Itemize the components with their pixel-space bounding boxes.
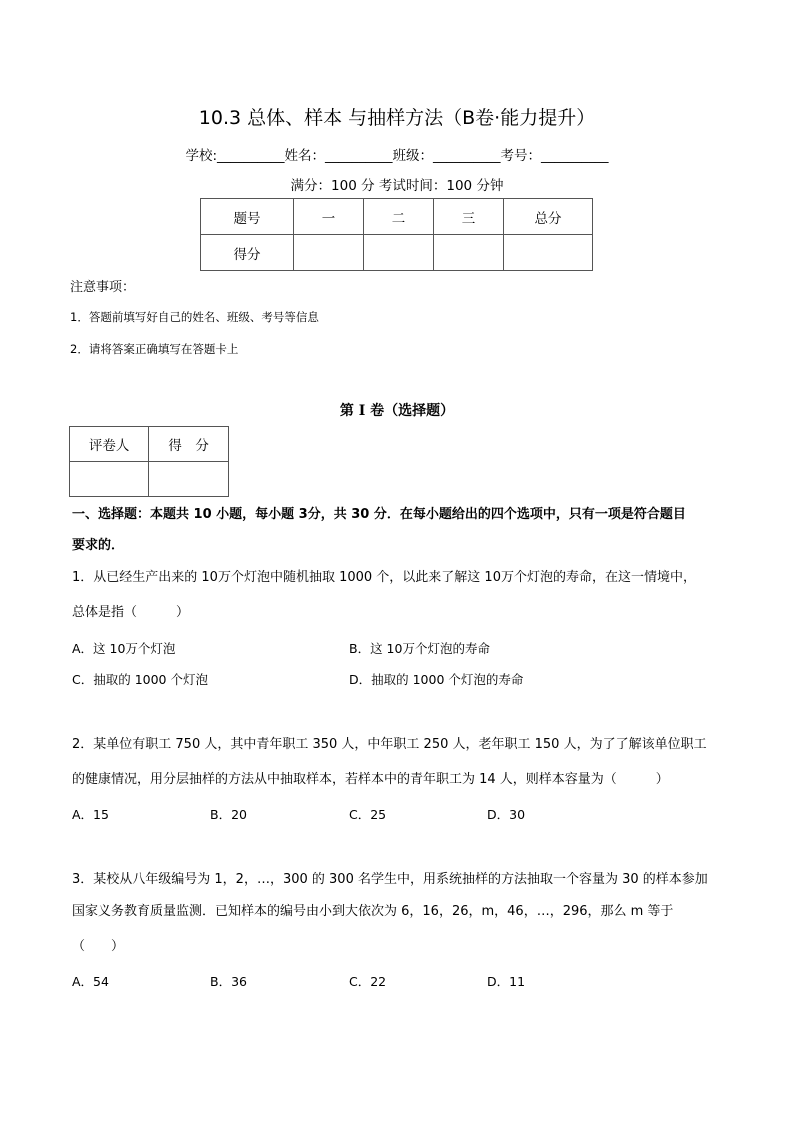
score-row-label: 得分 [201, 235, 294, 271]
score-table-header-row [201, 199, 593, 235]
note-item: 2．请将答案正确填写在答题卡上 [70, 342, 239, 356]
score-header-cell: 三 [434, 199, 504, 235]
score-header-cell: 题号 [201, 199, 294, 235]
score-cell[interactable] [434, 235, 504, 271]
question-2-option-d[interactable]: D．30 [487, 807, 526, 822]
grader-header-cell: 评卷人 [70, 427, 149, 462]
question-3-text-cont: 国家义务教育质量监测．已知样本的编号由小到大依次为 6，16，26，m，46，…，296，那么 m 等于 [72, 904, 674, 919]
question-2-option-a[interactable]: A．15 [72, 807, 109, 822]
section-heading: 一、选择题：本题共 10 小题，每小题 3分，共 30 分．在每小题给出的四个选项中，只有一项是符合题目 [72, 507, 686, 522]
question-1-option-b[interactable]: B．这 10万个灯泡的寿命 [349, 641, 490, 656]
page-title: 10.3 总体、样本 与抽样方法（B卷·能力提升） [198, 107, 596, 129]
question-1-option-c[interactable]: C．抽取的 1000 个灯泡 [72, 672, 208, 687]
score-meta: 满分：100 分 考试时间：100 分钟 [290, 178, 504, 194]
note-item: 1．答题前填写好自己的姓名、班级、考号等信息 [70, 310, 319, 324]
grader-header-cell: 得 分 [149, 427, 229, 462]
score-cell[interactable] [504, 235, 593, 271]
section-heading-cont: 要求的． [72, 538, 125, 553]
question-1-option-d[interactable]: D．抽取的 1000 个灯泡的寿命 [349, 672, 524, 687]
score-table-row [201, 235, 593, 271]
score-cell[interactable] [294, 235, 364, 271]
grader-cell[interactable] [70, 462, 149, 497]
question-3-option-a[interactable]: A．54 [72, 974, 109, 989]
volume-title: 第 I 卷（选择题） [339, 403, 455, 419]
score-header-cell: 二 [364, 199, 434, 235]
question-2-option-b[interactable]: B．20 [210, 807, 247, 822]
score-table [200, 198, 593, 271]
score-header-cell: 一 [294, 199, 364, 235]
question-3-text: 3．某校从八年级编号为 1，2，…，300 的 300 名学生中，用系统抽样的方法抽取一个容量为 30 的样本参加 [72, 872, 708, 887]
student-info-line: 学校:__________姓名：__________班级：__________考号：__________ [185, 148, 609, 164]
question-3-option-b[interactable]: B．36 [210, 974, 247, 989]
score-cell[interactable] [364, 235, 434, 271]
question-1-text-cont: 总体是指（ ） [72, 605, 190, 620]
question-2-option-c[interactable]: C．25 [349, 807, 387, 822]
grader-table [69, 426, 229, 497]
question-3-option-d[interactable]: D．11 [487, 974, 526, 989]
question-1-text: 1．从已经生产出来的 10万个灯泡中随机抽取 1000 个，以此来了解这 10万个灯泡的寿命，在这一情境中， [72, 570, 696, 585]
question-2-text-cont: 的健康情况，用分层抽样的方法从中抽取样本，若样本中的青年职工为 14 人，则样本容量为（ ） [72, 772, 669, 787]
grader-cell[interactable] [149, 462, 229, 497]
notes-title: 注意事项： [70, 280, 136, 295]
question-2-text: 2．某单位有职工 750 人，其中青年职工 350 人，中年职工 250 人，老年职工 150 人，为了了解该单位职工 [72, 737, 707, 752]
question-1-option-a[interactable]: A．这 10万个灯泡 [72, 641, 176, 656]
grader-table-header-row [70, 427, 229, 462]
grader-table-row [70, 462, 229, 497]
question-3-text-cont2: （ ） [72, 939, 125, 954]
question-3-option-c[interactable]: C．22 [349, 974, 387, 989]
score-header-cell: 总分 [504, 199, 593, 235]
